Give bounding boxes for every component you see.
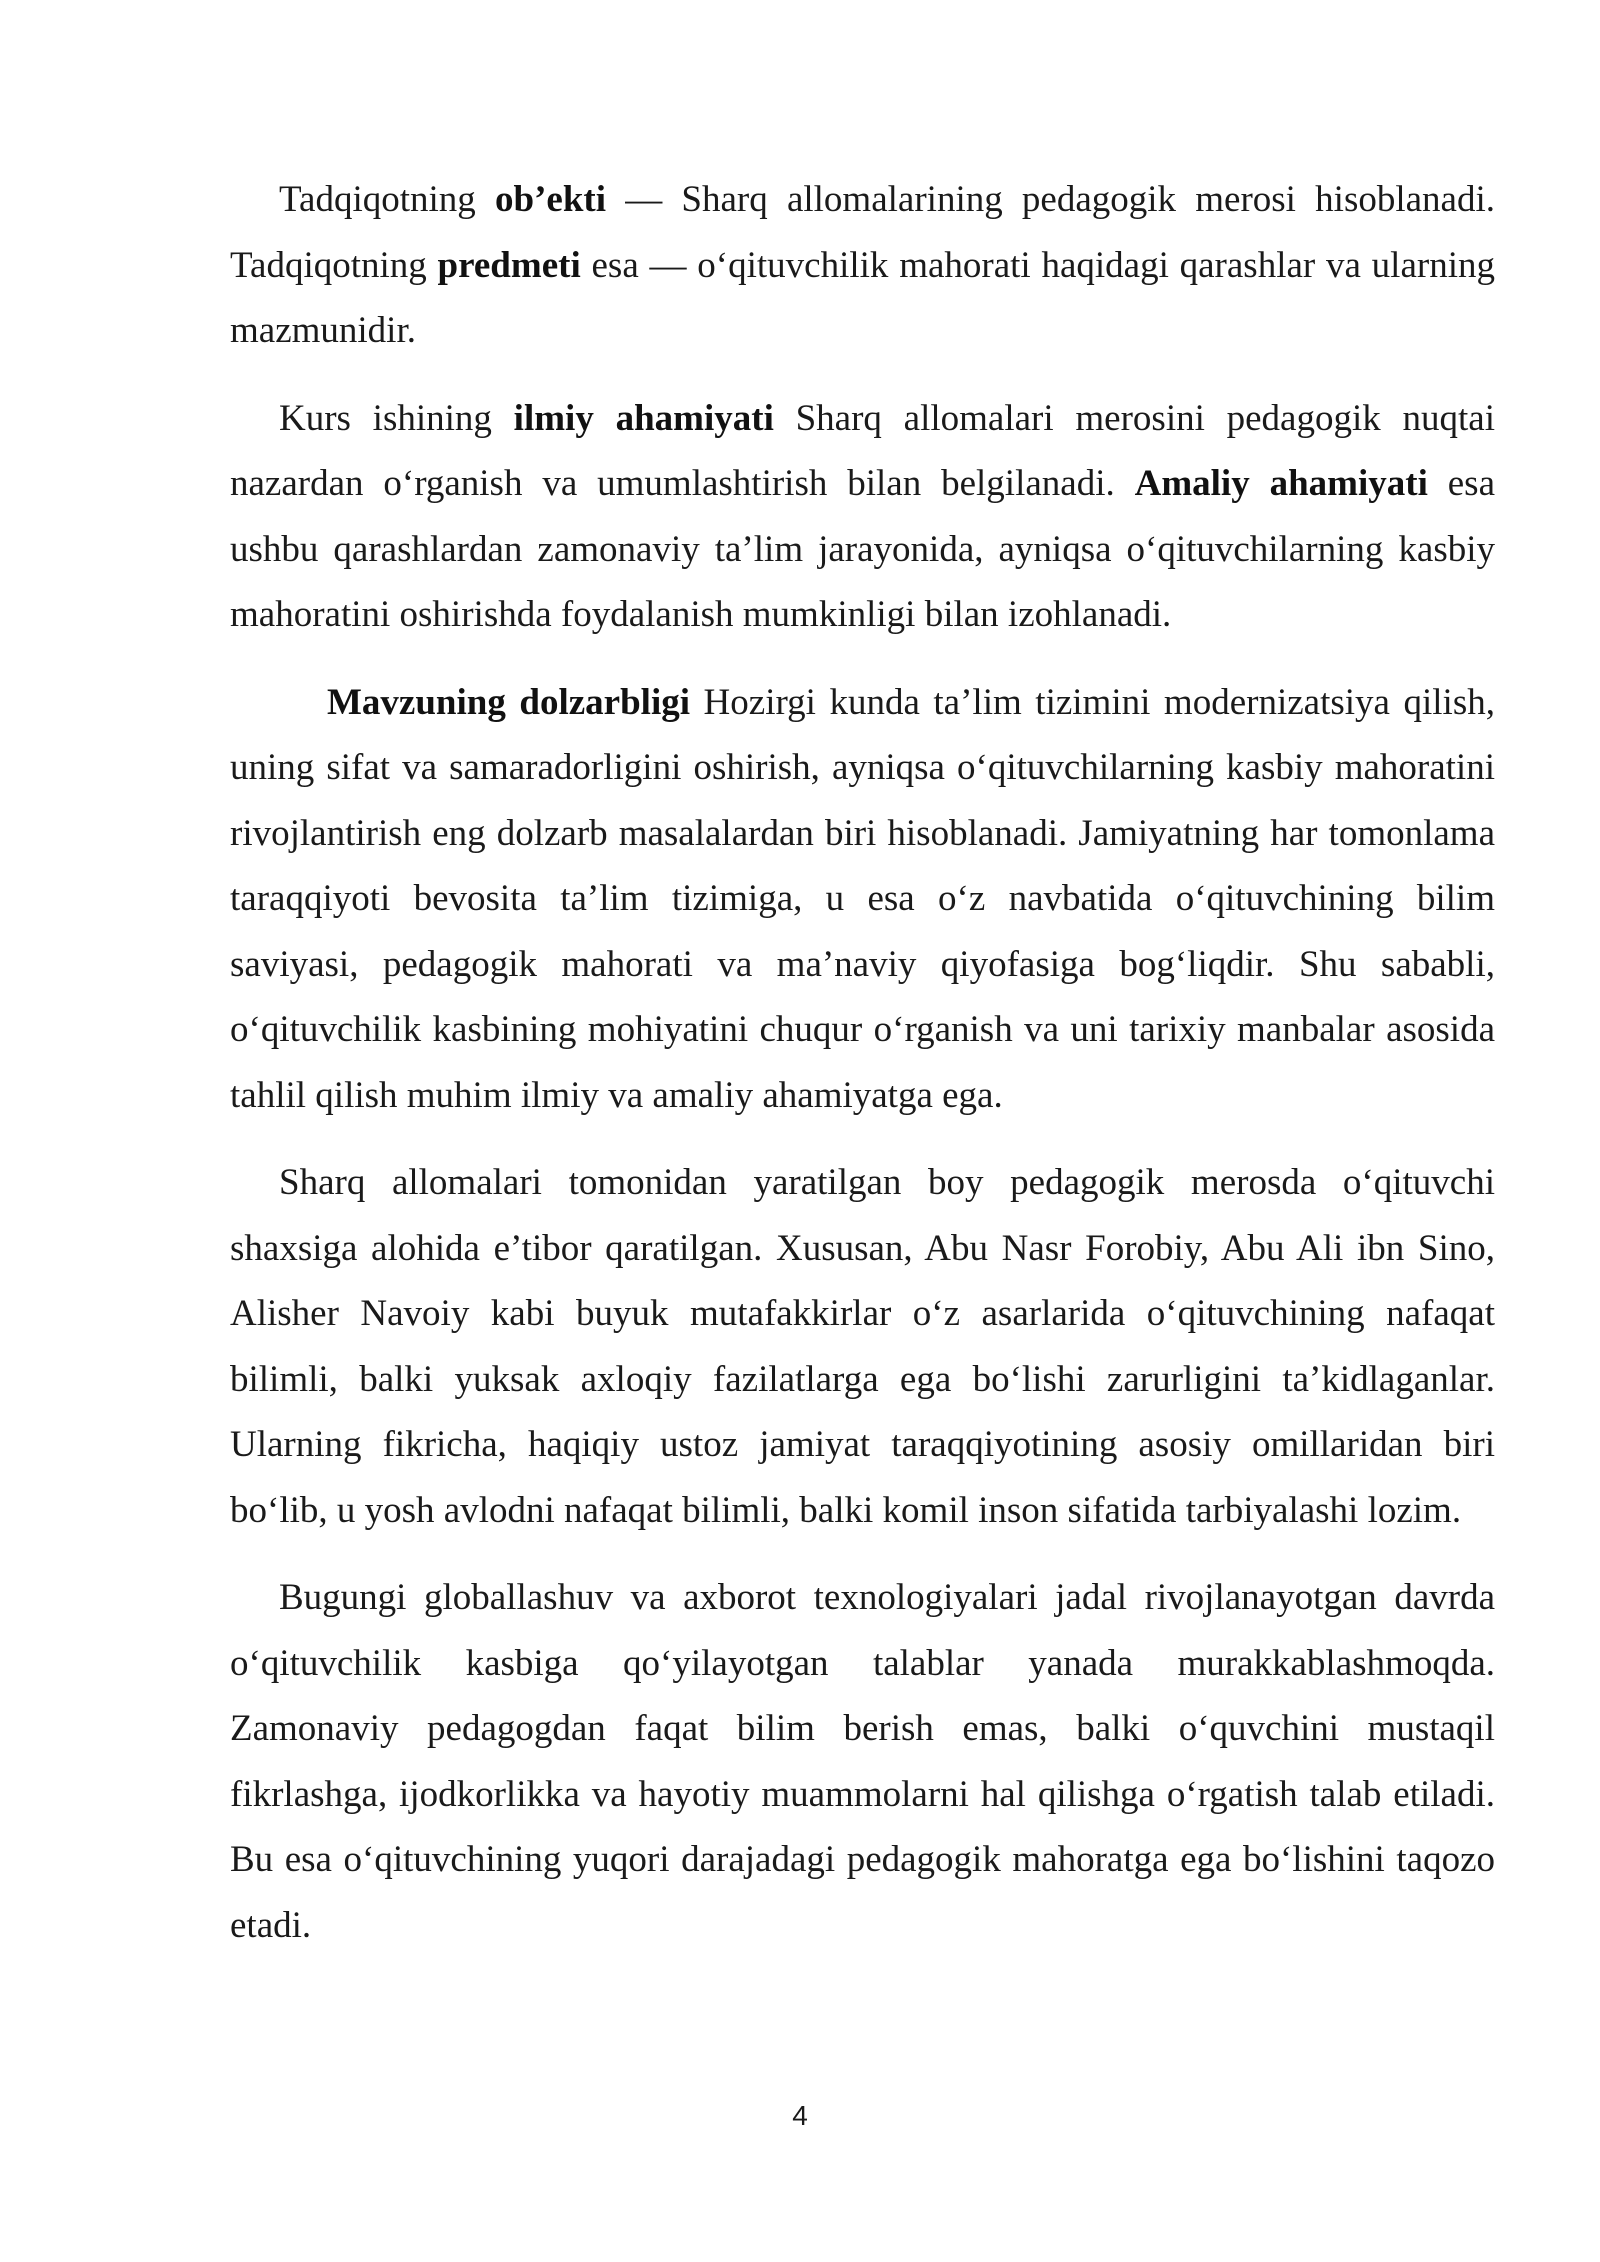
text-run: Sharq allomalari tomonidan yaratilgan boy pedagogik merosda o‘qituvchi shaxsiga alohida e’tibor qaratilgan. Xususan, Abu Nasr Forobiy, Abu Ali ibn Sino, Alisher Navoiy kabi buyuk mutafakkirlar o‘z asarlarida o‘qituvchining nafaqat bilimli, balki yuksak axloqiy fazilatlarga ega bo‘lishi zarurligini ta’kidlaganlar. Ularning fikricha, haqiqiy ustoz jamiyat taraqqiyotining asosiy omillaridan biri bo‘lib, u yosh avlodni nafaqat bilimli, balki komil inson sifatida tarbiyalashi lozim. (230, 1162, 1495, 1531)
page-number: 4 (792, 2100, 808, 2131)
paragraph-globalization (230, 1565, 1495, 1958)
text-run: Tadqiqotning (279, 179, 495, 220)
text-run: esa — o‘qituvchilik mahorati haqidagi qarashlar va ularning mazmunidir. (230, 244, 1495, 351)
bold-term-object: ob’ekti (495, 179, 606, 220)
text-run: — Sharq allomalarining pedagogik merosi hisoblanadi. Tadqiqotning (230, 179, 1496, 286)
paragraph-relevance (230, 670, 1495, 1129)
bold-term-relevance: Mavzuning dolzarbligi (327, 681, 691, 723)
bold-term-subject: predmeti (437, 244, 581, 286)
text-run: esa ushbu qarashlardan zamonaviy ta’lim jarayonida, ayniqsa o‘qituvchilarning kasbiy mahoratini oshirishda foydalanish mumkinligi bilan izohlanadi. (230, 463, 1495, 635)
text-run: Sharq allomalari merosini pedagogik nuqtai nazardan o‘rganish va umumlashtirish bilan belgilanadi. (230, 397, 1495, 504)
body-text (230, 167, 1495, 1980)
bold-term-scientific-significance: ilmiy ahamiyati (513, 397, 774, 439)
text-run: Hozirgi kunda ta’lim tizimini modernizatsiya qilish, uning sifat va samaradorligini oshirish, ayniqsa o‘qituvchilarning kasbiy mahoratini rivojlantirish eng dolzarb masalalardan biri hisoblanadi. Jamiyatning har tomonlama taraqqiyoti bevosita ta’lim tizimiga, u esa o‘z navbatida o‘qituvchining bilim saviyasi, pedagogik mahorati va ma’naviy qiyofasiga bog‘liqdir. Shu sababli, o‘qituvchilik kasbining mohiyatini chuqur o‘rganish va uni tarixiy manbalar asosida tahlil qilish muhim ilmiy va amaliy ahamiyatga ega. (230, 681, 1495, 1116)
text-run: Bugungi globallashuv va axborot texnologiyalari jadal rivojlanayotgan davrda o‘qituvchilik kasbiga qo‘yilayotgan talablar yanada murakkablashmoqda. Zamonaviy pedagogdan faqat bilim berish emas, balki o‘quvchini mustaqil fikrlashga, ijodkorlikka va hayotiy muammolarni hal qilishga o‘rgatish talab etiladi. Bu esa o‘qituvchining yuqori darajadagi pedagogik mahoratga ega bo‘lishini taqozo etadi. (230, 1577, 1495, 1946)
text-run: Kurs ishining (279, 397, 514, 439)
paragraph-significance (230, 386, 1495, 648)
paragraph-eastern-scholars (230, 1150, 1495, 1543)
bold-term-practical-significance: Amaliy ahamiyati (1134, 463, 1428, 504)
paragraph-research-object (230, 167, 1495, 364)
